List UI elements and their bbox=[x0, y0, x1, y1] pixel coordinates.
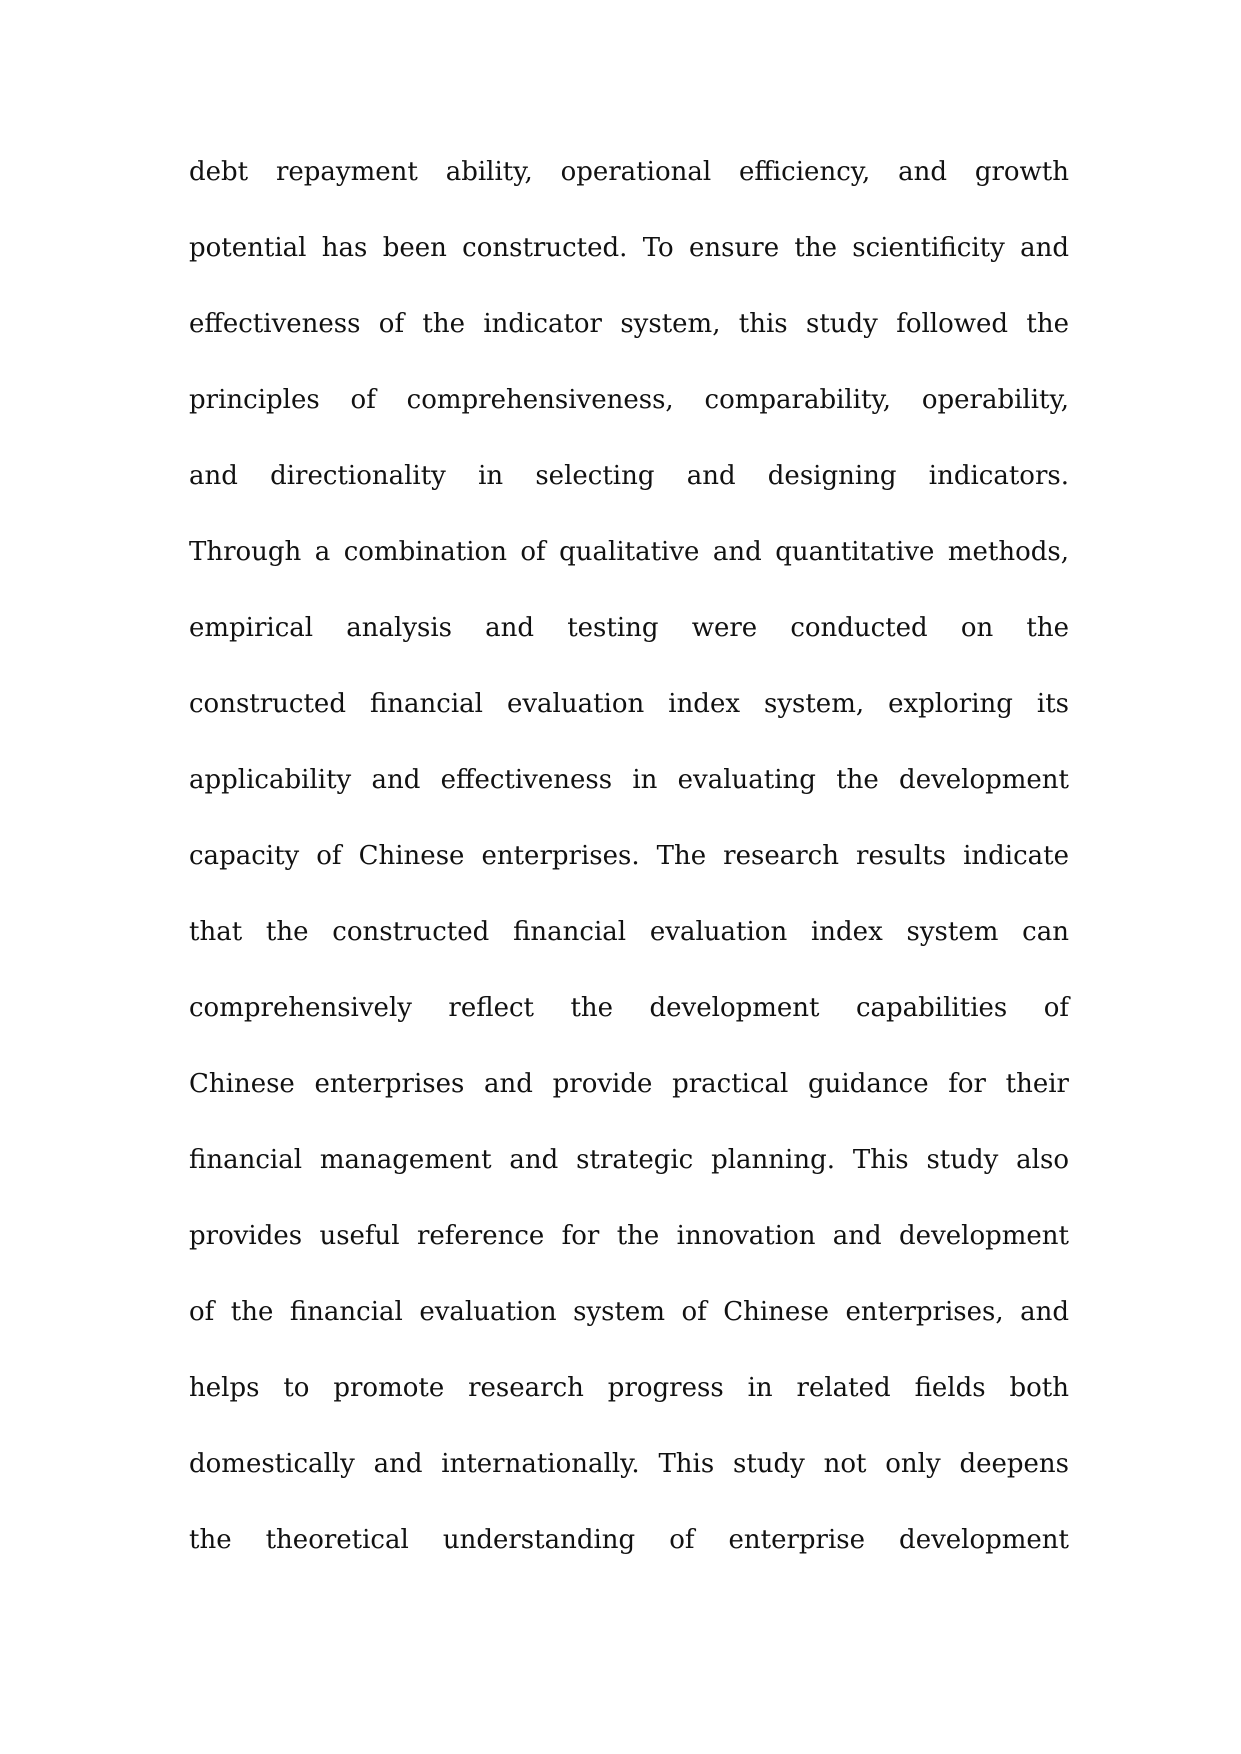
text-line: of the financial evaluation system of Chinese enterprises, and bbox=[189, 1297, 1069, 1327]
text-line: Through a combination of qualitative and quantitative methods, bbox=[189, 537, 1069, 567]
text-line: helps to promote research progress in related fields both bbox=[189, 1373, 1069, 1403]
text-line: potential has been constructed. To ensure the scientificity and bbox=[189, 233, 1069, 263]
text-line: that the constructed financial evaluation index system can bbox=[189, 917, 1069, 947]
text-line: capacity of Chinese enterprises. The research results indicate bbox=[189, 841, 1069, 871]
text-line: the theoretical understanding of enterprise development bbox=[189, 1525, 1069, 1555]
text-line: domestically and internationally. This study not only deepens bbox=[189, 1449, 1069, 1479]
text-line: empirical analysis and testing were conducted on the bbox=[189, 613, 1069, 643]
text-line: applicability and effectiveness in evaluating the development bbox=[189, 765, 1069, 795]
body-paragraph bbox=[189, 148, 1069, 1592]
text-line: principles of comprehensiveness, comparability, operability, bbox=[189, 385, 1069, 415]
text-line: debt repayment ability, operational efficiency, and growth bbox=[189, 157, 1069, 187]
text-line: constructed financial evaluation index system, exploring its bbox=[189, 689, 1069, 719]
text-line: comprehensively reflect the development capabilities of bbox=[189, 993, 1069, 1023]
text-line: Chinese enterprises and provide practical guidance for their bbox=[189, 1069, 1069, 1099]
text-line: effectiveness of the indicator system, this study followed the bbox=[189, 309, 1069, 339]
text-line: financial management and strategic planning. This study also bbox=[189, 1145, 1069, 1175]
text-line: provides useful reference for the innovation and development bbox=[189, 1221, 1069, 1251]
text-line: and directionality in selecting and designing indicators. bbox=[189, 461, 1069, 491]
